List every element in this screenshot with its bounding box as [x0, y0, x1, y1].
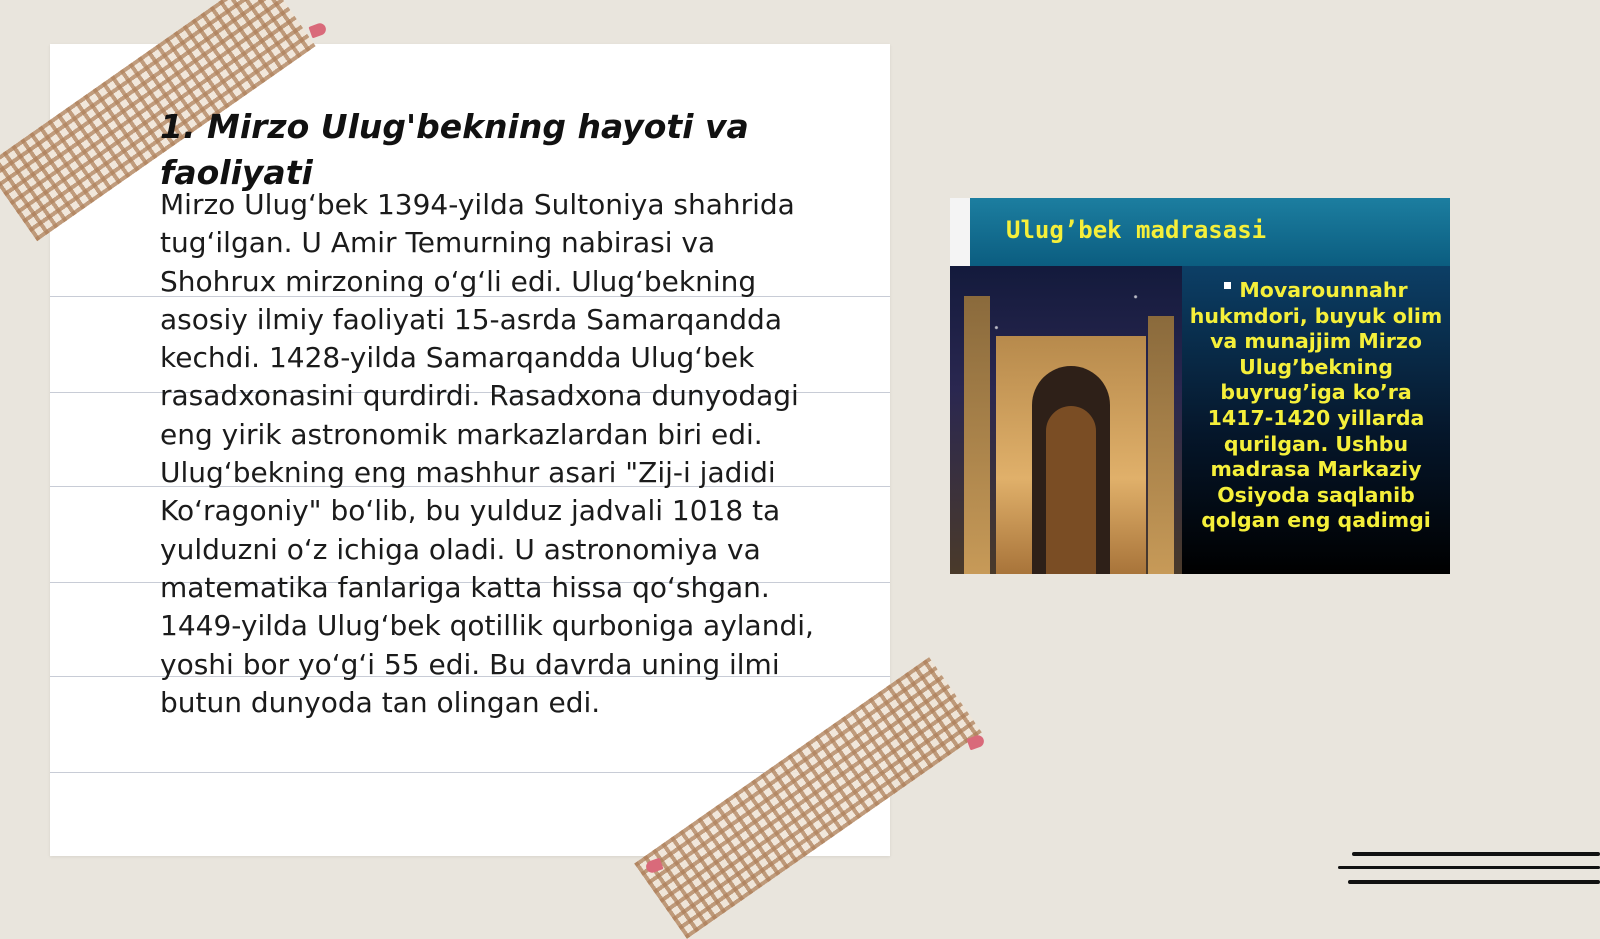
madrasa-image	[950, 198, 1450, 574]
madrasa-arch-inner	[1046, 406, 1096, 574]
madrasa-facade	[996, 336, 1146, 574]
minaret-right	[1148, 316, 1174, 574]
minaret-left	[964, 296, 990, 574]
slide-body-text: Mirzo Ulug‘bek 1394-yilda Sultoniya shahrida tug‘ilgan. U Amir Temurning nabirasi va Shohrux mirzoning o‘g‘li edi. Ulug‘bekning asosiy ilmiy faoliyati 15-asrda Samarqandda kechdi. 1428-yilda Samarqandda Ulug‘bek rasadxonasini qurdirdi. Rasadxona dunyodagi eng yirik astronomik markazlardan biri edi. Ulug‘bekning eng mashhur asari "Zij-i jadidi Ko‘ragoniy" bo‘lib, bu yulduz jadvali 1018 ta yulduzni o‘z ichiga oladi. U astronomiya va matematika fanlariga katta hissa qo‘shgan. 1449-yilda Ulug‘bek qotillik qurboniga aylandi, yoshi bor yo‘g‘i 55 edi. Bu davrda uning ilmi butun dunyoda tan olingan edi.	[160, 188, 814, 719]
image-header	[970, 198, 1450, 266]
madrasa-building-picture	[950, 266, 1182, 574]
madrasa-arch	[1032, 366, 1110, 574]
image-text	[1188, 278, 1444, 534]
decorative-line	[1352, 852, 1600, 856]
image-caption: Ulug’bek madrasasi	[1006, 216, 1267, 244]
bullet-icon	[1224, 282, 1231, 289]
image-text-body: Movarounnahr hukmdori, buyuk olim va munajjim Mirzo Ulug’bekning buyrug’iga ko’ra 1417-1420 yillarda qurilgan. Ushbu madrasa Markaziy Osiyoda saqlanib qolgan eng qadimgi	[1189, 278, 1443, 533]
decorative-line	[1338, 866, 1600, 869]
image-header-margin	[950, 198, 970, 266]
decorative-line	[1348, 880, 1600, 884]
pin-icon	[308, 22, 327, 39]
image-text-panel	[1182, 266, 1450, 574]
slide-title: 1. Mirzo Ulug'bekning hayoti va faoliyati	[160, 107, 749, 192]
